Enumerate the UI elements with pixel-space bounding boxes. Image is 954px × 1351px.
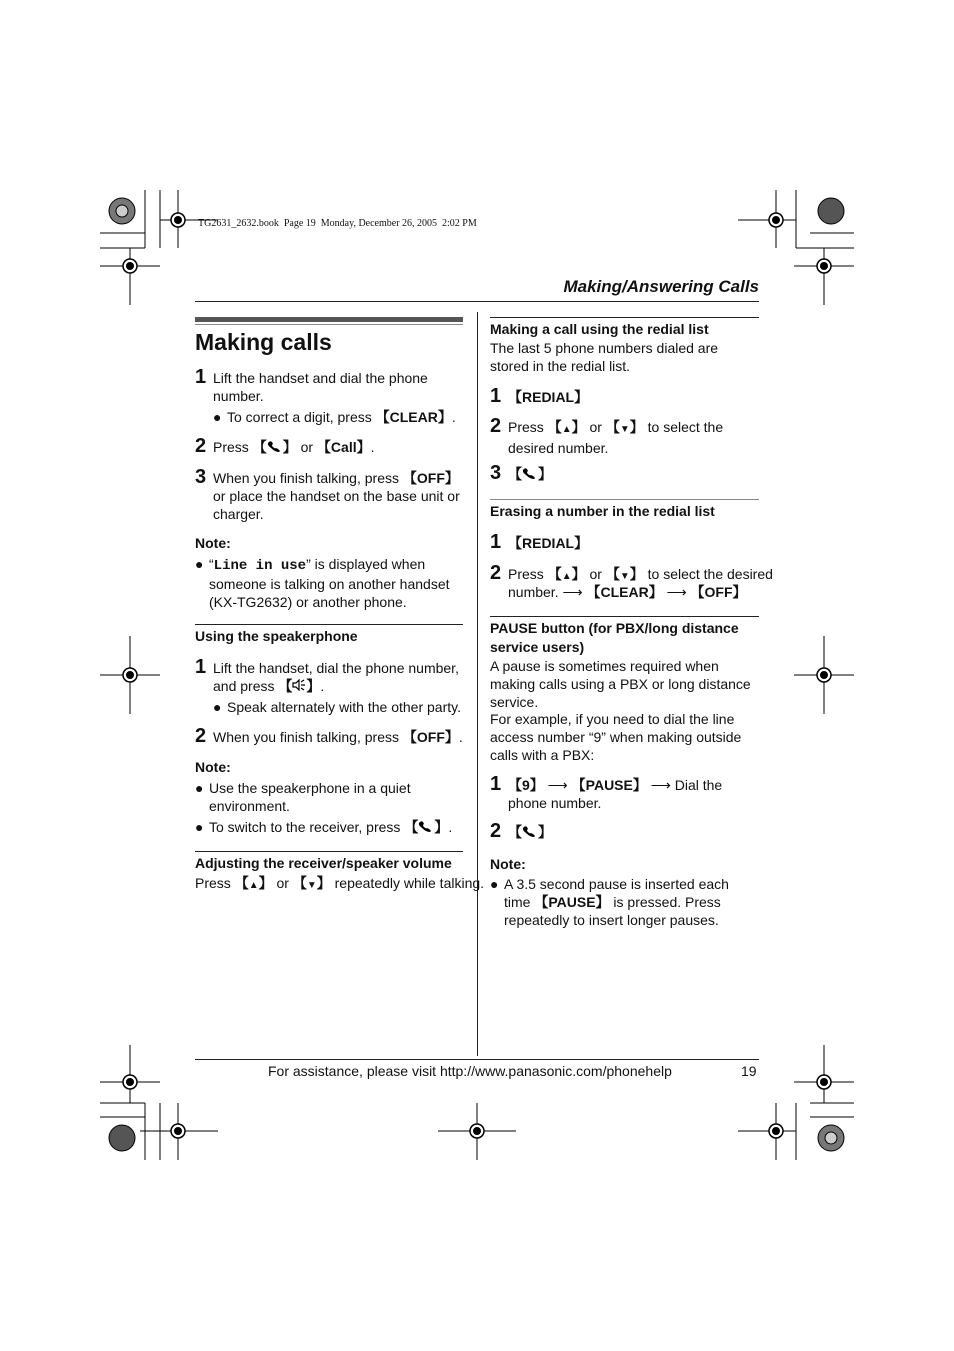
step-number: 2 [490,820,502,842]
display-message: Line in use [213,558,307,574]
step-text: 【REDIAL】 [508,389,589,405]
arrow-right-icon: ⟶ [562,584,587,600]
arrow-right-icon: ⟶ [646,777,671,793]
title-bar-thin [195,324,463,325]
title-bar [195,317,463,322]
bullet: ● [213,699,222,715]
bullet: ● [213,409,222,425]
section-title: PAUSE button (for PBX/long distance service users) [490,620,739,655]
note-text: A 3.5 second pause is inserted each time 【PAUSE】 is pressed. Press repeatedly to insert longer pauses. [504,876,729,928]
up-arrow-icon: ▲ [561,424,572,435]
section-rule [490,317,759,318]
note-text: To switch to the receiver, press 【 】. [209,819,453,835]
step-text: Press 【▲】 or 【▼】 to select the desired [508,566,773,582]
clear-key: CLEAR [389,409,438,425]
step-subtext: To correct a digit, press 【CLEAR】. [227,409,456,425]
page-number: 19 [741,1063,757,1079]
section-rule [195,624,463,625]
footer-rule [195,1059,759,1060]
step-text: 【REDIAL】 [508,535,589,551]
column-divider [477,312,478,1056]
header-rule [195,301,759,302]
bullet: ● [195,819,204,835]
step-text: 【 】 [508,466,552,482]
step-text-line2: number. ⟶ 【CLEAR】 ⟶ 【OFF】 [508,584,747,600]
section-title: Making a call using the redial list [490,321,709,337]
step-number: 2 [195,435,207,457]
step-text: When you finish talking, press 【OFF】 or place the handset on the base unit or charger. [213,470,460,522]
talk-phone-icon [418,820,434,832]
pause-key: PAUSE [548,894,596,910]
footer-text: For assistance, please visit http://www.panasonic.com/phonehelp [268,1063,672,1079]
off-key: OFF [416,470,445,486]
up-arrow-icon: ▲ [248,880,259,891]
step-subtext: Speak alternately with the other party. [227,699,461,715]
volume-text: Press 【▲】 or 【▼】 repeatedly while talking. [195,875,485,891]
step-number: 1 [195,366,207,388]
down-arrow-icon: ▼ [306,880,317,891]
talk-phone-icon [522,825,538,837]
note-title: Note: [195,759,231,775]
section-header: Making/Answering Calls [563,277,759,296]
section-rule [490,616,759,617]
print-info: TG2631_2632.book Page 19 Monday, December 26, 2005 2:02 PM [198,218,477,229]
clear-key: CLEAR [600,584,649,600]
step-number: 1 [490,531,502,553]
step-number: 2 [490,415,502,437]
section-title: Erasing a number in the redial list [490,503,715,519]
nine-key: 9 [522,777,530,793]
off-key: OFF [416,729,445,745]
step-number: 1 [490,385,502,407]
step-number: 2 [490,562,502,584]
step-number: 2 [195,725,207,747]
arrow-right-icon: ⟶ [662,584,691,600]
step-text: When you finish talking, press 【OFF】. [213,729,463,745]
note-title: Note: [195,535,231,551]
section-title: Adjusting the receiver/speaker volume [195,855,452,871]
step-text: 【9】 ⟶ 【PAUSE】 ⟶ Dial the phone number. [508,777,723,811]
page-title: Making calls [195,329,332,355]
section-rule [195,851,463,852]
section-title: Using the speakerphone [195,628,358,644]
section-rule [490,499,759,500]
step-text: Lift the handset, dial the phone number, and press 【 】. [213,660,459,694]
note-text: “Line in use” is displayed when someone is talking on another handset (KX-TG2632) or another phone. [209,556,450,610]
note-text: Use the speakerphone in a quiet environment. [209,780,411,814]
arrow-right-icon: ⟶ [543,777,572,793]
step-number: 1 [195,656,207,678]
call-key: Call [330,439,357,455]
step-number: 3 [490,462,502,484]
step-text: 【 】 [508,824,552,840]
bullet: ● [490,876,499,892]
step-number: 1 [490,773,502,795]
step-text: Lift the handset and dial the phone number. [213,370,428,404]
redial-key: REDIAL [522,535,575,551]
talk-phone-icon [267,440,283,452]
section-text: A pause is sometimes required when making calls using a PBX or long distance service. [490,658,751,710]
bullet: ● [195,780,204,796]
section-text: The last 5 phone numbers dialed are stored in the redial list. [490,340,719,374]
bullet: ● [195,556,204,572]
pause-key: PAUSE [585,777,633,793]
step-text: Press 【▲】 or 【▼】 to select the desired number. [508,419,724,456]
redial-key: REDIAL [522,389,575,405]
section-text: For example, if you need to dial the line access number “9” when making outside calls with a PBX: [490,711,742,763]
note-title: Note: [490,856,526,872]
down-arrow-icon: ▼ [619,571,630,582]
up-arrow-icon: ▲ [561,571,572,582]
talk-phone-icon [522,467,538,479]
off-key: OFF [704,584,733,600]
down-arrow-icon: ▼ [619,424,630,435]
step-text: Press 【 】 or 【Call】. [213,439,375,455]
speaker-icon [292,679,306,691]
step-number: 3 [195,466,207,488]
